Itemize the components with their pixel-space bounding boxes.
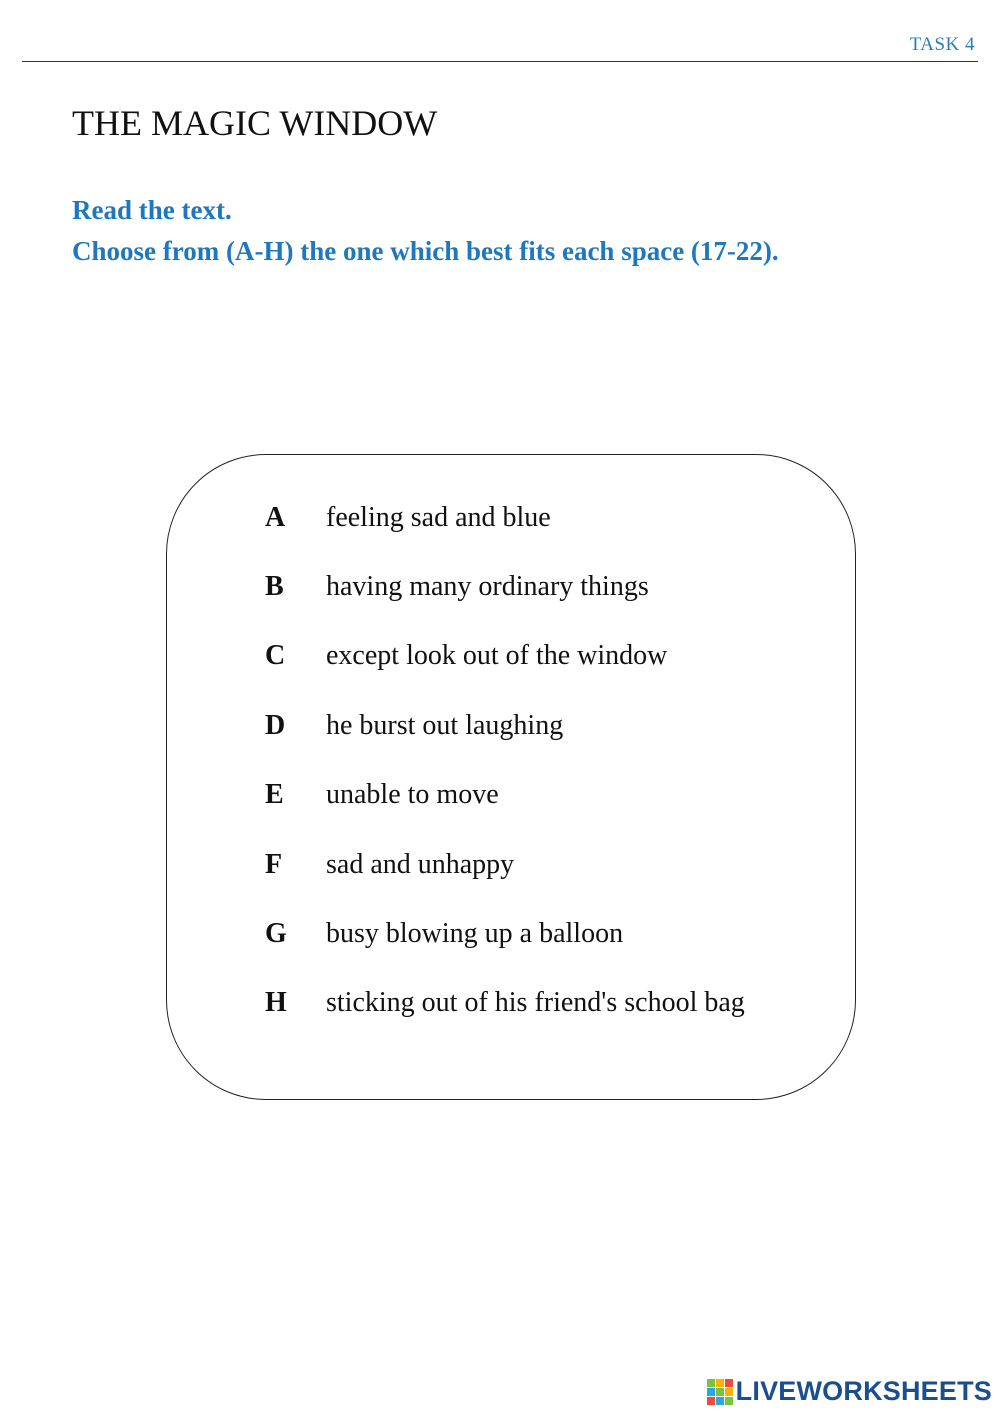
option-text: except look out of the window <box>326 640 668 671</box>
option-text: feeling sad and blue <box>326 502 551 533</box>
option-letter: H <box>265 987 287 1018</box>
option-letter: B <box>265 571 284 602</box>
instructions <box>72 190 779 272</box>
option-text: sticking out of his friend's school bag <box>326 987 745 1018</box>
option-letter: F <box>265 849 283 880</box>
logo-text: LIVEWORKSHEETS <box>735 1376 992 1406</box>
option-letter: G <box>265 918 287 949</box>
instruction-line-1: Read the text. <box>72 195 232 225</box>
option-item <box>265 983 745 1023</box>
option-letter: C <box>265 640 286 671</box>
option-text: having many ordinary things <box>326 571 649 602</box>
option-item <box>265 845 514 885</box>
option-letter: E <box>265 779 284 810</box>
option-letter: D <box>265 710 286 741</box>
option-item <box>265 567 649 607</box>
options-box <box>166 454 856 1100</box>
option-text: busy blowing up a balloon <box>326 918 624 949</box>
option-item <box>265 636 667 676</box>
instruction-line-2: Choose from (A-H) the one which best fits each space (17-22). <box>72 236 779 266</box>
page-title: THE MAGIC WINDOW <box>72 103 438 143</box>
option-text: unable to move <box>326 779 499 810</box>
task-label: TASK 4 <box>909 34 975 55</box>
option-item <box>265 706 563 746</box>
option-text: sad and unhappy <box>326 849 515 880</box>
option-item <box>265 498 551 538</box>
option-text: he burst out laughing <box>326 710 564 741</box>
header-divider <box>22 61 978 62</box>
liveworksheets-logo[interactable] <box>707 1376 992 1407</box>
option-letter: A <box>265 502 286 533</box>
option-item <box>265 914 623 954</box>
liveworksheets-logo-icon <box>707 1379 733 1405</box>
option-item <box>265 775 499 815</box>
